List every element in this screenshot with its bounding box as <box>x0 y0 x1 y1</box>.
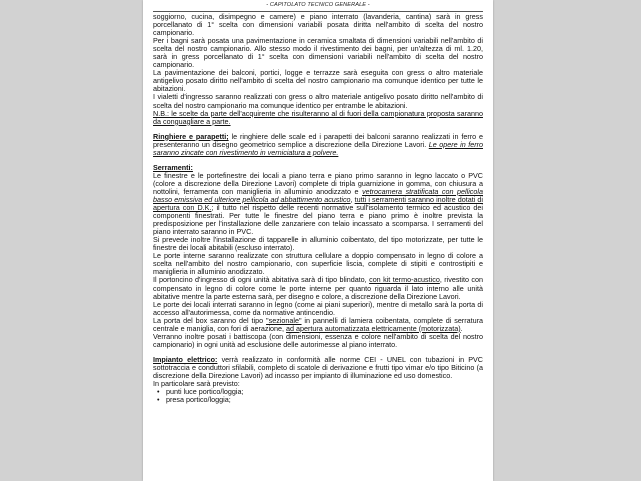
box-text: La porta del box saranno del tipo <box>153 315 267 325</box>
document-page <box>143 0 493 481</box>
page-header: - CAPITOLATO TECNICO GENERALE - <box>266 2 370 8</box>
section-title-impianto: Impianto elettrico: <box>153 354 218 364</box>
motorizzata-text: ad apertura automatizzata elettricamente (motorizzata) <box>286 323 461 333</box>
list-item: • punti luce portico/loggia; <box>153 388 483 396</box>
box-text-end: . <box>460 323 463 333</box>
ringhiere-text: le ringhiere delle scale ed i parapetti dei balconi saranno realizzati in ferro e presenteranno un disegno geometrico semplice a discrezione della Direzione Lavori. <box>153 131 483 149</box>
paragraph-box <box>153 317 483 333</box>
paragraph-balconi: La pavimentazione dei balconi, portici, logge e terrazze sarà eseguita con gress o altro materiale antigelivo posato diritto nell'ambito di scelta del nostro campionario ma comunque identico per tutte le abitazioni. <box>153 68 483 94</box>
vetrocamera-text: vetrocamera stratificata con pellicola basso emissiva ed ulteriore pellicola ad abbattimento acustico <box>153 186 483 204</box>
finestre-text-end: ; il tutto nel rispetto delle recenti normative sull'isolamento termico ed acustico dei componenti finestrati. Per tutte le finestre del piano terra e piano primo è inoltre prevista la predisposizione per l'installazione delle zanzariere con telaio incassato a scomparsa. I serramenti del piano interrato saranno in PVC. <box>153 203 483 237</box>
ringhiere-italic-text: Le opere in ferro saranno zincate con rivestimento in verniciatura a polvere. <box>153 139 483 157</box>
finestre-text: Le finestre e le portefinestre dei locali a piano terra e piano primo saranno in legno laccato o PVC (colore a discrezione della Direzione Lavori) complete di tripla guarnizione in gomma, con chiusura a nottolini, ferramenta con maniglieria in alluminio anodizzato e <box>153 170 483 196</box>
paragraph-particolare: In particolare sarà previsto: <box>153 379 240 389</box>
dk-text: tutti i serramenti saranno inoltre dotati di apertura con D.K. <box>153 194 484 213</box>
bullet-list <box>153 388 483 404</box>
paragraph-bagni: Per i bagni sarà posata una pavimentazione in ceramica smaltata di dimensioni variabili nell'ambito di scelta del nostro campionario. Allo stesso modo il rivestimento dei bagni, per un'altezza di ml. 1.20, sarà in gress porcellanato di 1° scelta con dimensioni variabili nell'ambito di scelta del nostro campionario. <box>153 36 483 70</box>
kit-termoacustico-text: con kit termo-acustico <box>369 275 440 285</box>
section-gap <box>153 157 483 164</box>
note-nb: N.B.: le scelte da parte dell'acquirente che risulteranno al di fuori della campionatura proposta saranno da conguagliare a parte. <box>153 108 483 126</box>
finestre-separator: , <box>350 194 355 204</box>
portoncino-text: Il portoncino d'ingresso di ogni unità abitativa sarà di tipo blindato, <box>153 275 370 285</box>
list-item: • presa portico/loggia; <box>153 396 483 404</box>
paragraph-finestre <box>153 172 483 236</box>
section-title-serramenti: Serramenti: <box>153 162 193 172</box>
paragraph-porte-interrati: Le porte dei locali interrati saranno in legno (come ai piani superiori), mentre di metallo sarà la porta di accesso all'autorimessa, come da normative antincendio. <box>153 299 483 317</box>
paragraph-tapparelle: Si prevede inoltre l'installazione di tapparelle in alluminio coibentato, del tipo motorizzate, per tutte le finestre dei locali abitabili (escluso interrato). <box>153 235 483 253</box>
paragraph-impianto <box>153 356 483 380</box>
paragraph-pavimenti: soggiorno, cucina, disimpegno e camere) e piano interrato (lavanderia, cantina) sarà in gress porcellanato di 1° scelta con dimensioni variabili posata diritta nell'ambito di scelta del nostro campionario. <box>153 12 483 38</box>
sezionale-text: "sezionale" <box>266 315 302 325</box>
paragraph-vialetti: I vialetti d'ingresso saranno realizzati con gress o altro materiale antigelivo posato diritto nell'ambito di scelta del nostro campionario ma comunque identico per entrambe le abitazioni. <box>153 92 483 110</box>
paragraph-battiscopa: Verranno inoltre posati i battiscopa (con dimensioni, essenza e colore nell'ambito di scelta del nostro campionario) in ogni unità ad esclusione delle autorimesse al piano interrato. <box>153 331 483 349</box>
document-body <box>153 13 483 404</box>
section-title-ringhiere: Ringhiere e parapetti; <box>153 131 229 141</box>
impianto-text: verrà realizzato in conformità alle norme CEI - UNEL con tubazioni in PVC sottotraccia e conduttori sfilabili, completo di scatole di derivazione e frutti tipo vimar e/o tipo Biticino (a discrezione della Direzione Lavori) ad incasso per impianto di illuminazione ed uso domestico. <box>153 354 483 380</box>
paragraph-porte-interne: Le porte interne saranno realizzate con struttura cellulare a doppio compensato in legno di colore a scelta nell'ambito del nostro campionario, con superficie liscia, complete di stipiti e controstipiti e maniglieria in alluminio anodizzato. <box>153 251 483 277</box>
portoncino-text-end: , rivestito con compensato in legno di colore come le porte interne per quanto riguarda il lato interno alle unità abitative mentre la parte esterna sarà, per disegno e colore, a discrezione della Direzione Lavori. <box>153 275 483 301</box>
paragraph-ringhiere <box>153 133 483 157</box>
box-text-mid: in pannelli di lamiera coibentata, complete di serratura centrale e maniglia, con fori di aerazione, <box>153 315 483 333</box>
paragraph-portoncino <box>153 276 483 300</box>
